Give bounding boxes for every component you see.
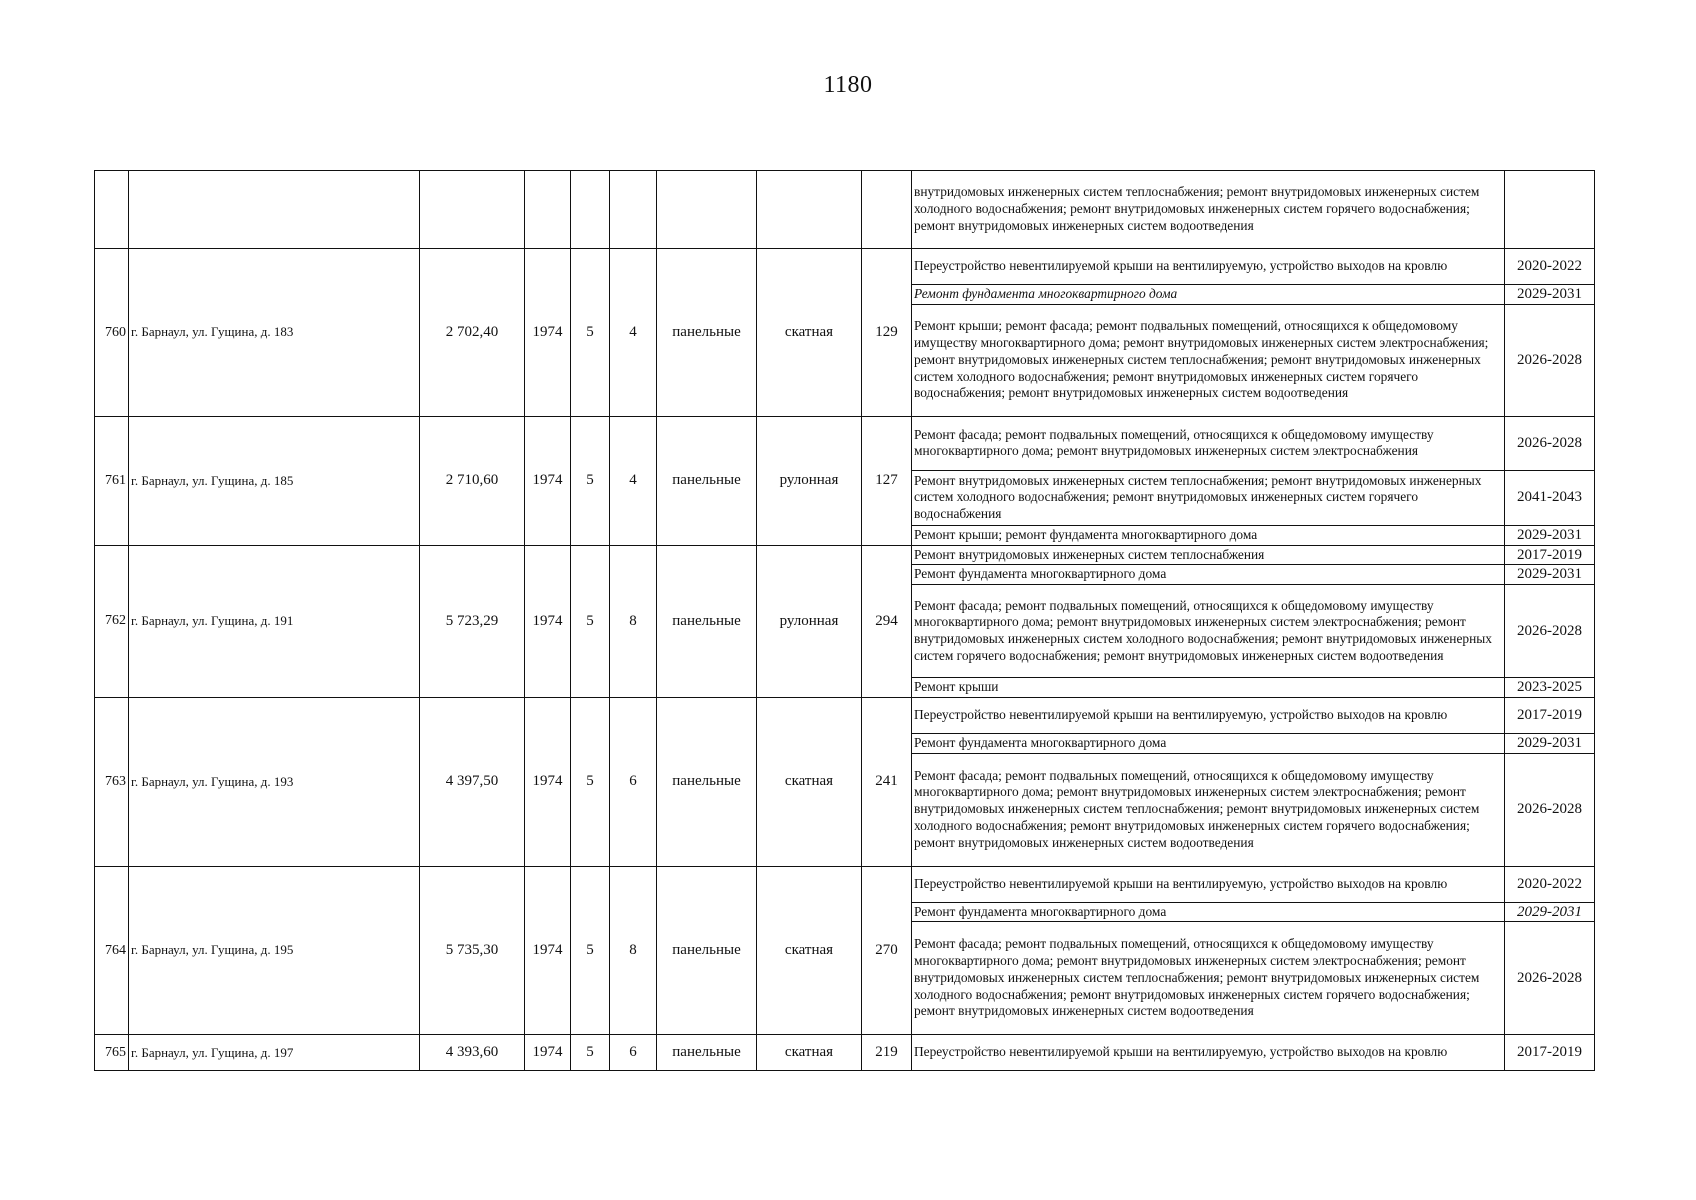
cell-floors: 5: [571, 866, 610, 1035]
cell-num: 763: [95, 697, 129, 866]
cell-roof-type: скатная: [757, 697, 862, 866]
cell-period: 2020-2022: [1505, 249, 1595, 285]
cell-works: Ремонт фундамента многоквартирного дома: [912, 285, 1505, 305]
page-number: 1180: [823, 72, 873, 98]
cell-period: 2017-2019: [1505, 697, 1595, 733]
cell-wall-material: панельные: [657, 697, 757, 866]
repair-registry-table: [94, 170, 1595, 1071]
table-row: [95, 249, 1595, 285]
cell-floors: 5: [571, 545, 610, 697]
cell-roof-type: рулонная: [757, 416, 862, 545]
cell-area: 5 723,29: [420, 545, 525, 697]
cell-area: 2 702,40: [420, 249, 525, 417]
cell-period: [1505, 171, 1595, 249]
cell-roof-type: скатная: [757, 866, 862, 1035]
cell-num: 762: [95, 545, 129, 697]
table-row: [95, 416, 1595, 470]
cell-wall-material: панельные: [657, 416, 757, 545]
cell-period: 2026-2028: [1505, 304, 1595, 416]
cell-roof-type: [757, 171, 862, 249]
cell-wall-material: панельные: [657, 866, 757, 1035]
cell-area: 2 710,60: [420, 416, 525, 545]
cell-area: 4 393,60: [420, 1035, 525, 1071]
cell-period: 2026-2028: [1505, 753, 1595, 866]
cell-period: 2029-2031: [1505, 525, 1595, 545]
cell-works: Ремонт фасада; ремонт подвальных помещений, относящихся к общедомовому имуществу многоквартирного дома; ремонт внутридомовых инженерных систем электроснабжения; ремонт внутридомовых инженерных систем теплоснабжения; ремонт внутридомовых инженерных систем холодного водоснабжения; ремонт внутридомовых инженерных систем горячего водоснабжения; ремонт внутридомовых инженерных систем водоотведения: [912, 922, 1505, 1035]
cell-floors: 5: [571, 249, 610, 417]
cell-period: 2029-2031: [1505, 902, 1595, 922]
cell-residents: 219: [862, 1035, 912, 1071]
cell-residents: 129: [862, 249, 912, 417]
cell-residents: 294: [862, 545, 912, 697]
cell-num: 764: [95, 866, 129, 1035]
cell-entrances: 4: [610, 249, 657, 417]
cell-works: Ремонт фасада; ремонт подвальных помещений, относящихся к общедомовому имуществу многоквартирного дома; ремонт внутридомовых инженерных систем электроснабжения; ремонт внутридомовых инженерных систем теплоснабжения; ремонт внутридомовых инженерных систем холодного водоснабжения; ремонт внутридомовых инженерных систем горячего водоснабжения; ремонт внутридомовых инженерных систем водоотведения: [912, 753, 1505, 866]
cell-address: г. Барнаул, ул. Гущина, д. 193: [129, 697, 420, 866]
cell-area: [420, 171, 525, 249]
cell-works: Ремонт крыши; ремонт фундамента многоквартирного дома: [912, 525, 1505, 545]
cell-area: 5 735,30: [420, 866, 525, 1035]
cell-works: Переустройство невентилируемой крыши на вентилируемую, устройство выходов на кровлю: [912, 1035, 1505, 1071]
cell-period: 2026-2028: [1505, 922, 1595, 1035]
table-row: [95, 1035, 1595, 1071]
cell-wall-material: панельные: [657, 545, 757, 697]
cell-period: 2017-2019: [1505, 545, 1595, 565]
cell-address: г. Барнаул, ул. Гущина, д. 197: [129, 1035, 420, 1071]
cell-address: г. Барнаул, ул. Гущина, д. 183: [129, 249, 420, 417]
cell-address: г. Барнаул, ул. Гущина, д. 195: [129, 866, 420, 1035]
cell-num: 761: [95, 416, 129, 545]
cell-entrances: 8: [610, 545, 657, 697]
cell-address: г. Барнаул, ул. Гущина, д. 185: [129, 416, 420, 545]
cell-wall-material: [657, 171, 757, 249]
cell-year: 1974: [525, 545, 571, 697]
cell-period: 2041-2043: [1505, 470, 1595, 525]
cell-floors: 5: [571, 416, 610, 545]
cell-floors: 5: [571, 697, 610, 866]
cell-entrances: [610, 171, 657, 249]
cell-address: г. Барнаул, ул. Гущина, д. 191: [129, 545, 420, 697]
table-row: [95, 697, 1595, 733]
cell-works: Ремонт внутридомовых инженерных систем теплоснабжения; ремонт внутридомовых инженерных систем холодного водоснабжения; ремонт внутридомовых инженерных систем горячего водоснабжения: [912, 470, 1505, 525]
cell-address: [129, 171, 420, 249]
cell-works: Ремонт фундамента многоквартирного дома: [912, 733, 1505, 753]
cell-works: Ремонт крыши: [912, 678, 1505, 698]
cell-year: 1974: [525, 697, 571, 866]
cell-residents: 241: [862, 697, 912, 866]
continuation-row: [95, 171, 1595, 249]
cell-year: 1974: [525, 1035, 571, 1071]
table-row: [95, 545, 1595, 565]
cell-year: [525, 171, 571, 249]
cell-wall-material: панельные: [657, 249, 757, 417]
cell-num: 765: [95, 1035, 129, 1071]
cell-year: 1974: [525, 866, 571, 1035]
cell-works: Ремонт фундамента многоквартирного дома: [912, 565, 1505, 585]
cell-period: 2020-2022: [1505, 866, 1595, 902]
cell-roof-type: рулонная: [757, 545, 862, 697]
cell-year: 1974: [525, 416, 571, 545]
cell-period: 2029-2031: [1505, 565, 1595, 585]
cell-period: 2026-2028: [1505, 585, 1595, 678]
cell-works: Ремонт фасада; ремонт подвальных помещений, относящихся к общедомовому имуществу многоквартирного дома; ремонт внутридомовых инженерных систем электроснабжения; ремонт внутридомовых инженерных систем холодного водоснабжения; ремонт внутридомовых инженерных систем горячего водоснабжения; ремонт внутридомовых инженерных систем водоотведения: [912, 585, 1505, 678]
cell-floors: [571, 171, 610, 249]
cell-residents: 127: [862, 416, 912, 545]
cell-works: Переустройство невентилируемой крыши на вентилируемую, устройство выходов на кровлю: [912, 697, 1505, 733]
cell-residents: [862, 171, 912, 249]
cell-entrances: 6: [610, 697, 657, 866]
cell-year: 1974: [525, 249, 571, 417]
cell-entrances: 6: [610, 1035, 657, 1071]
cell-period: 2026-2028: [1505, 416, 1595, 470]
cell-roof-type: скатная: [757, 249, 862, 417]
cell-works: Переустройство невентилируемой крыши на вентилируемую, устройство выходов на кровлю: [912, 866, 1505, 902]
cell-floors: 5: [571, 1035, 610, 1071]
cell-works: Ремонт крыши; ремонт фасада; ремонт подвальных помещений, относящихся к общедомовому имуществу многоквартирного дома; ремонт внутридомовых инженерных систем электроснабжения; ремонт внутридомовых инженерных систем теплоснабжения; ремонт внутридомовых инженерных систем холодного водоснабжения; ремонт внутридомовых инженерных систем горячего водоснабжения; ремонт внутридомовых инженерных систем водоотведения: [912, 304, 1505, 416]
cell-works: Переустройство невентилируемой крыши на вентилируемую, устройство выходов на кровлю: [912, 249, 1505, 285]
cell-entrances: 4: [610, 416, 657, 545]
cell-num: [95, 171, 129, 249]
cell-period: 2017-2019: [1505, 1035, 1595, 1071]
cell-area: 4 397,50: [420, 697, 525, 866]
cell-period: 2029-2031: [1505, 285, 1595, 305]
cell-residents: 270: [862, 866, 912, 1035]
table-row: [95, 866, 1595, 902]
cell-num: 760: [95, 249, 129, 417]
cell-works: Ремонт фасада; ремонт подвальных помещений, относящихся к общедомовому имуществу многоквартирного дома; ремонт внутридомовых инженерных систем электроснабжения: [912, 416, 1505, 470]
cell-works: Ремонт внутридомовых инженерных систем теплоснабжения: [912, 545, 1505, 565]
cell-wall-material: панельные: [657, 1035, 757, 1071]
cell-works: внутридомовых инженерных систем теплоснабжения; ремонт внутридомовых инженерных систем холодного водоснабжения; ремонт внутридомовых инженерных систем горячего водоснабжения; ремонт внутридомовых инженерных систем водоотведения: [912, 171, 1505, 249]
cell-entrances: 8: [610, 866, 657, 1035]
cell-roof-type: скатная: [757, 1035, 862, 1071]
cell-period: 2029-2031: [1505, 733, 1595, 753]
cell-period: 2023-2025: [1505, 678, 1595, 698]
cell-works: Ремонт фундамента многоквартирного дома: [912, 902, 1505, 922]
